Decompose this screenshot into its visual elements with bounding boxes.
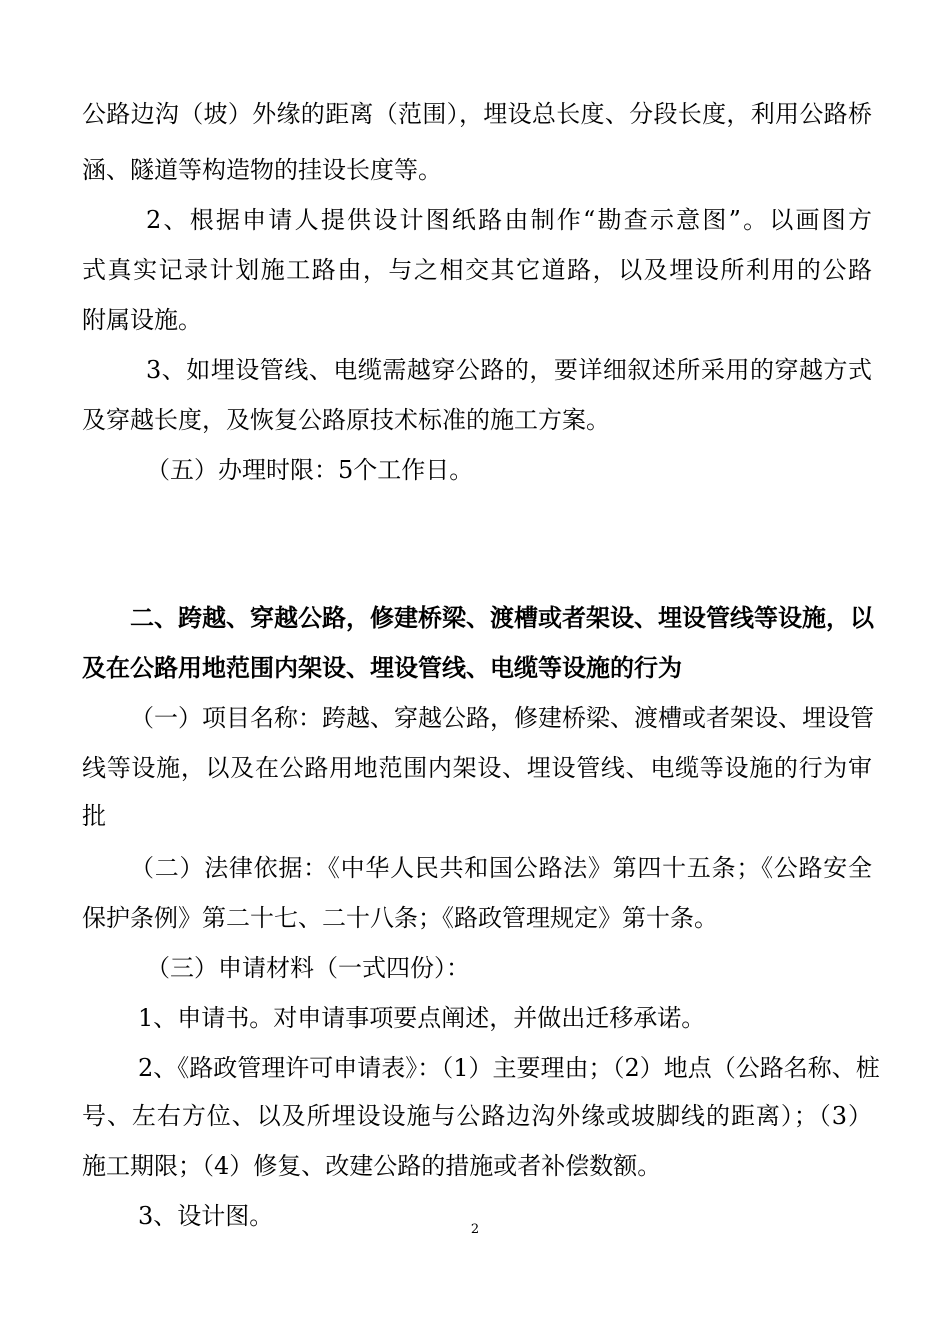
paragraph-line: （五）办理时限：5个工作日。: [146, 456, 474, 484]
paragraph-line: 3、设计图。: [138, 1202, 274, 1230]
paragraph-line: 3、如埋设管线、电缆需越穿公路的，要详细叙述所采用的穿越方式: [146, 356, 872, 384]
paragraph-line: （二）法律依据：《中华人民共和国公路法》第四十五条；《公路安全: [130, 854, 872, 882]
section-heading: 及在公路用地范围内架设、埋设管线、电缆等设施的行为: [82, 654, 682, 682]
paragraph-line: 式真实记录计划施工路由，与之相交其它道路，以及埋设所利用的公路: [82, 256, 872, 284]
paragraph-line: 涵、隧道等构造物的挂设长度等。: [82, 156, 442, 184]
paragraph-line: 2、《路政管理许可申请表》：（1）主要理由；（2）地点（公路名称、桩: [138, 1054, 880, 1082]
paragraph-line: 保护条例》第二十七、二十八条；《路政管理规定》第十条。: [82, 904, 718, 932]
paragraph-line: 施工期限；（4）修复、改建公路的措施或者补偿数额。: [82, 1152, 662, 1180]
paragraph-line: 线等设施，以及在公路用地范围内架设、埋设管线、电缆等设施的行为审: [82, 754, 872, 782]
paragraph-line: 公路边沟（坡）外缘的距离（范围），埋设总长度、分段长度，利用公路桥: [82, 100, 872, 128]
paragraph-line: （三）申请材料（一式四份）：: [146, 954, 470, 982]
paragraph-line: 及穿越长度，及恢复公路原技术标准的施工方案。: [82, 406, 610, 434]
paragraph-line: 批: [82, 802, 106, 830]
paragraph-line: 2、根据申请人提供设计图纸路由制作“勘查示意图”。以画图方: [146, 206, 872, 234]
paragraph-line: 号、左右方位、以及所埋设设施与公路边沟外缘或坡脚线的距离）；（3）: [82, 1102, 872, 1130]
paragraph-line: 1、申请书。对申请事项要点阐述，并做出迁移承诺。: [138, 1004, 706, 1032]
paragraph-line: （一）项目名称：跨越、穿越公路，修建桥梁、渡槽或者架设、埋设管: [130, 704, 874, 732]
page-number: 2: [470, 1222, 480, 1237]
paragraph-line: 附属设施。: [82, 306, 202, 334]
section-heading: 二、跨越、穿越公路，修建桥梁、渡槽或者架设、埋设管线等设施，以: [130, 604, 874, 632]
